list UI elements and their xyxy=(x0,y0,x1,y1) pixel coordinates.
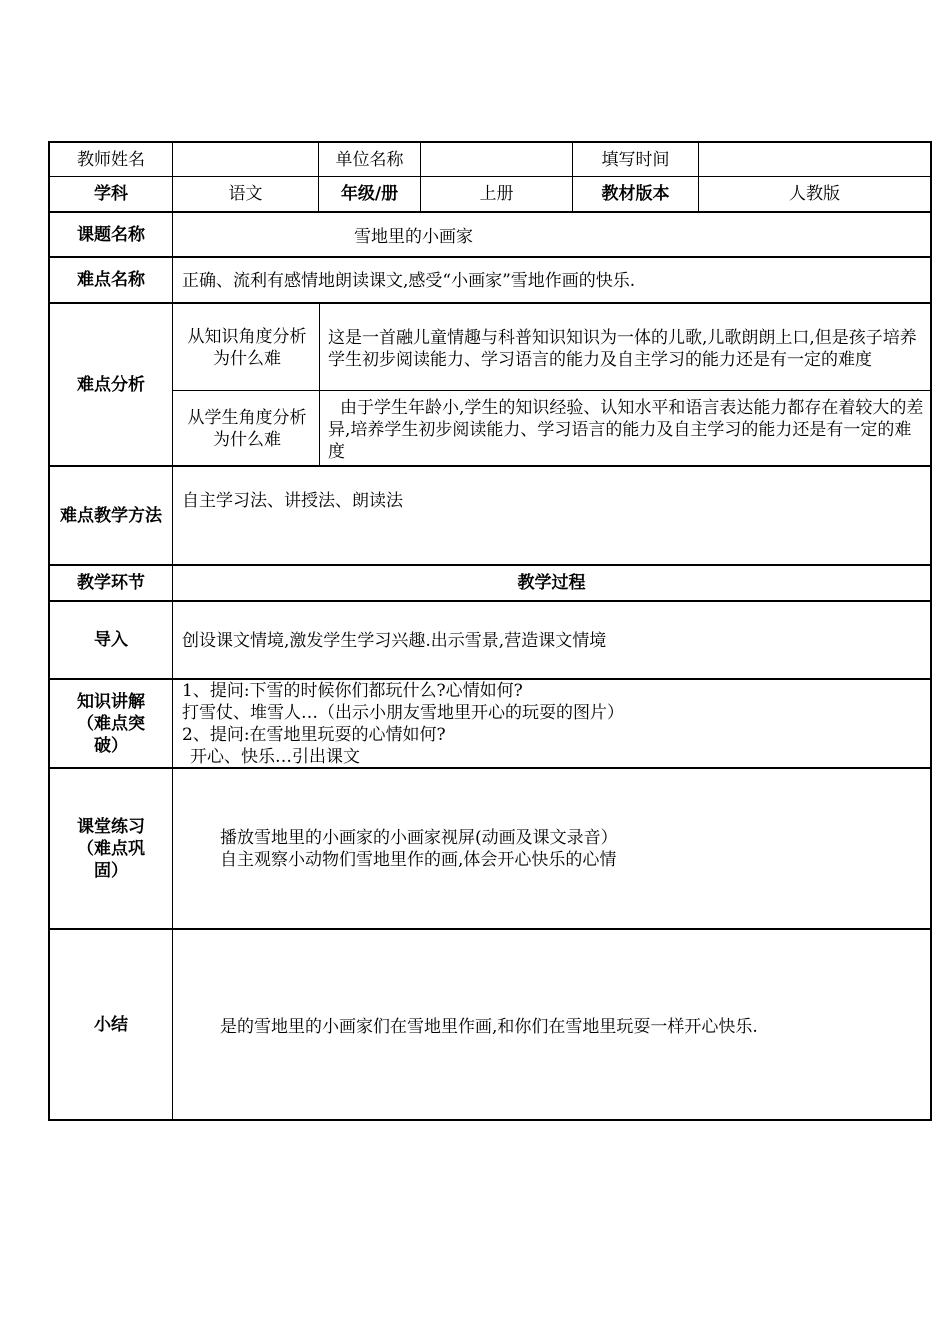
fill-time-label: 填写时间 xyxy=(601,149,670,170)
method-label: 难点教学方法 xyxy=(60,505,162,526)
knowledge-angle-label: 从知识角度分析为什么难 xyxy=(187,327,307,369)
grade-label: 年级/册 xyxy=(340,184,399,204)
explain-line: 开心、快乐…引出课文 xyxy=(190,747,360,767)
teacher-name-label: 教师姓名 xyxy=(77,149,145,170)
explain-label: 知识讲解（难点突破） xyxy=(77,691,145,756)
intro-label: 导入 xyxy=(94,630,128,650)
unit-name-label: 单位名称 xyxy=(335,149,404,170)
summary-value: 是的雪地里的小画家们在雪地里作画,和你们在雪地里玩耍一样开心快乐. xyxy=(220,1017,758,1037)
student-angle-label: 从学生角度分析为什么难 xyxy=(187,408,307,450)
process-content-header: 教学过程 xyxy=(517,573,586,593)
unit-name-value[interactable] xyxy=(421,143,572,176)
topic-label: 课题名称 xyxy=(77,224,145,245)
process-step-header: 教学环节 xyxy=(77,573,145,593)
topic-value: 雪地里的小画家 xyxy=(354,227,473,247)
teacher-name-value[interactable] xyxy=(173,143,318,176)
grade-value: 上册 xyxy=(479,184,514,204)
difficulty-value: 正确、流利有感情地朗读课文,感受“小画家”雪地作画的快乐. xyxy=(182,271,636,291)
practice-line: 自主观察小动物们雪地里作的画,体会开心快乐的心情 xyxy=(220,850,617,870)
explain-line: 打雪仗、堆雪人…（出示小朋友雪地里开心的玩耍的图片） xyxy=(182,703,624,723)
practice-line: 播放雪地里的小画家的小画家视屏(动画及课文录音） xyxy=(220,828,618,848)
intro-value: 创设课文情境,激发学生学习兴趣.出示雪景,营造课文情境 xyxy=(182,631,607,651)
subject-value: 语文 xyxy=(228,184,263,204)
method-value: 自主学习法、讲授法、朗读法 xyxy=(182,491,403,511)
explain-line: 1、提问:下雪的时候你们都玩什么?心情如何? xyxy=(182,681,523,701)
explain-line: 2、提问:在雪地里玩耍的心情如何? xyxy=(182,725,446,745)
knowledge-angle-value: 这是一首融儿童情趣与科普知识知识为一体的儿歌,儿歌朗朗上口,但是孩子培养学生初步阅读能力、学习语言的能力及自主学习的能力还是有一定的难度 xyxy=(328,328,917,370)
subject-label: 学科 xyxy=(94,184,128,204)
difficulty-label: 难点名称 xyxy=(77,270,145,290)
fill-time-value[interactable] xyxy=(699,143,930,176)
summary-label: 小结 xyxy=(94,1014,128,1035)
textbook-value: 人教版 xyxy=(789,184,840,204)
student-angle-value: 由于学生年龄小,学生的知识经验、认知水平和语言表达能力都存在着较大的差异,培养学生初步阅读能力、学习语言的能力及自主学习的能力还是有一定的难度 xyxy=(328,398,924,462)
textbook-label: 教材版本 xyxy=(601,184,670,204)
analysis-label: 难点分析 xyxy=(77,374,145,395)
practice-label: 课堂练习（难点巩固） xyxy=(77,816,145,881)
